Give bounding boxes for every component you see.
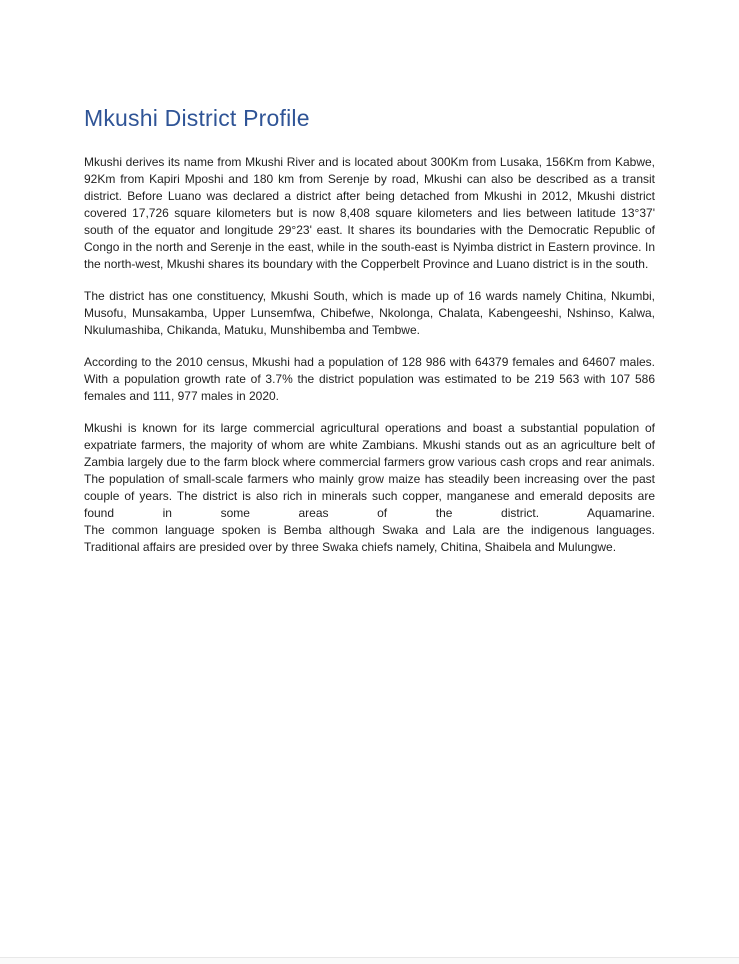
paragraph-constituency-wards: The district has one constituency, Mkushi South, which is made up of 16 wards namely Chitina, Nkumbi, Musofu, Munsakamba, Upper Lunsemfwa, Chibefwe, Nkolonga, Chalata, Kabengeeshi, Nshinso, Kalwa, Nkulumashiba, Chikanda, Matuku, Munshibemba and Tembwe.: [84, 288, 655, 337]
document-content: [84, 104, 655, 571]
paragraph-population-census: According to the 2010 census, Mkushi had a population of 128 986 with 64379 females and 64607 males. With a population growth rate of 3.7% the district population was estimated to be 219 563 with 107 586 females and 111, 977 males in 2020.: [84, 354, 655, 403]
paragraph-agriculture-minerals: Mkushi is known for its large commercial agricultural operations and boast a substantial population of expatriate farmers, the majority of whom are white Zambians. Mkushi stands out as an agriculture belt of Zambia largely due to the farm block where commercial farmers grow various cash crops and rear animals. The population of small-scale farmers who mainly grow maize has steadily been increasing over the past couple of years. The district is also rich in minerals such copper, manganese and emerald deposits are found in some areas of the district. Aquamarine.: [84, 420, 655, 520]
paragraph-language-chiefs: The common language spoken is Bemba although Swaka and Lala are the indigenous languages. Traditional affairs are presided over by three Swaka chiefs namely, Chitina, Shaibela and Mulungwe.: [84, 522, 655, 554]
document-title: Mkushi District Profile: [84, 105, 310, 131]
page-bottom-edge: [0, 957, 739, 964]
paragraph-location-boundaries: Mkushi derives its name from Mkushi River and is located about 300Km from Lusaka, 156Km from Kabwe, 92Km from Kapiri Mposhi and 180 km from Serenje by road, Mkushi can also be described as a transit district. Before Luano was declared a district after being detached from Mkushi in 2012, Mkushi district covered 17,726 square kilometers but is now 8,408 square kilometers and lies between latitude 13°37' south of the equator and longitude 29°23' east. It shares its boundaries with the Democratic Republic of Congo in the north and Serenje in the east, while in the south-east is Nyimba district in Eastern province. In the north-west, Mkushi shares its boundary with the Copperbelt Province and Luano district is in the south.: [84, 154, 655, 271]
